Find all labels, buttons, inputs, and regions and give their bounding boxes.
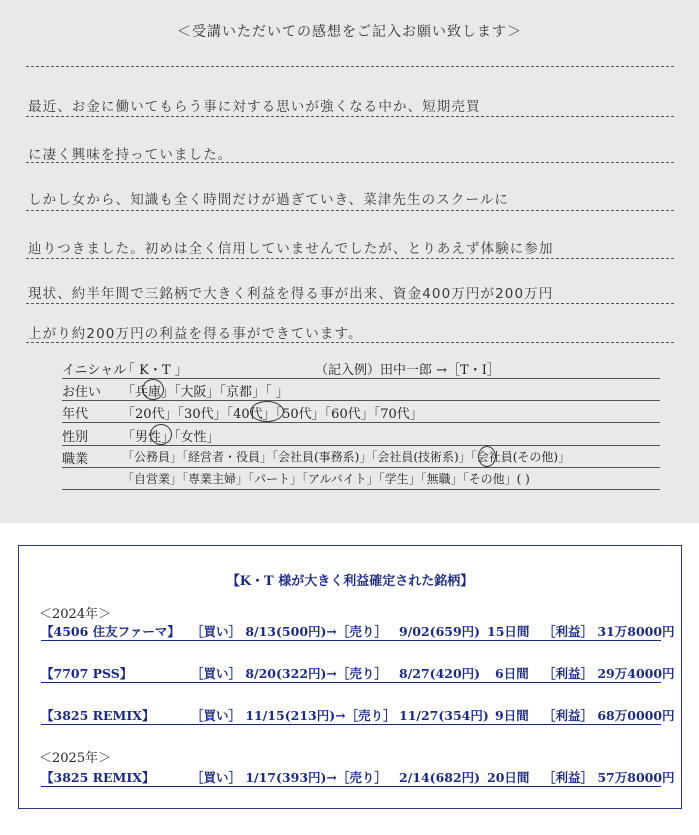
stock-name: 【4506 住友ファーマ】: [41, 624, 180, 639]
dashed-line: [26, 342, 674, 343]
initial-label: イニシャル: [62, 363, 127, 378]
handwritten-line-3: しかし女から、知識も全く時間だけが過ぎていき、菜津先生のスクールに: [28, 192, 509, 208]
initial-field: [62, 357, 660, 379]
selection-circle: [250, 401, 284, 422]
buy-info: ［買い］ 11/15(213円)→［売り］: [191, 708, 396, 723]
job-field-row2: [62, 468, 660, 490]
buy-info: ［買い］ 8/13(500円)→［売り］: [191, 624, 387, 639]
trade-results-box: [18, 545, 682, 809]
gender-field: [62, 424, 660, 446]
initial-example: （記入例）田中一郎 →［T・I］: [315, 363, 500, 378]
holding-days: 15日間: [487, 624, 530, 639]
handwritten-line-2: に凄く興味を持っていました。: [28, 147, 233, 163]
gender-options: 「男性」「女性」: [122, 430, 220, 445]
initial-value: 「 K・T 」: [122, 363, 188, 378]
buy-info: ［買い］ 8/20(322円)→［売り］: [191, 666, 387, 681]
sell-info: 11/27(354円): [399, 708, 489, 723]
selection-circle: [142, 379, 164, 400]
address-options: 「兵庫」「大阪」「京都」「 」: [122, 385, 289, 400]
dashed-line: [26, 303, 674, 304]
profit: ［利益］ 68万0000円: [543, 708, 675, 723]
dashed-line: [26, 210, 674, 211]
selection-circle: [478, 446, 496, 467]
trade-row: [41, 768, 675, 787]
job-label: 職業: [62, 452, 89, 467]
age-label: 年代: [62, 407, 89, 422]
stock-name: 【3825 REMIX】: [41, 708, 155, 723]
profit: ［利益］ 31万8000円: [543, 624, 675, 639]
stock-name: 【7707 PSS】: [41, 666, 133, 681]
job-options-2: 「自営業」「専業主婦」「パート」「アルバイト」「学生」「無職」「その他」( ): [122, 472, 530, 486]
profit: ［利益］ 57万8000円: [543, 770, 675, 785]
handwritten-line-1: 最近、お金に働いてもらう事に対する思いが強くなる中か、短期売買: [28, 99, 481, 115]
trade-row: [41, 664, 675, 683]
handwritten-line-6: 上がり約200万円の利益を得る事ができています。: [28, 326, 363, 342]
age-field: [62, 401, 660, 423]
form-title: ＜受講いただいての感想をご記入お願い致します＞: [177, 24, 522, 40]
job-field: [62, 446, 660, 468]
sell-info: 8/27(420円): [399, 666, 481, 681]
holding-days: 9日間: [495, 708, 529, 723]
year-label-2024: ＜2024年＞: [39, 607, 112, 622]
underline: [62, 489, 660, 490]
dashed-line: [26, 116, 674, 117]
holding-days: 6日間: [495, 666, 529, 681]
selection-circle: [150, 424, 172, 445]
sell-info: 2/14(682円): [399, 770, 481, 785]
handwritten-line-5: 現状、約半年間で三銘柄で大きく利益を得る事が出来、資金400万円が200万円: [28, 286, 554, 302]
job-options-1: 「公務員」「経営者・役員」「会社員(事務系)」「会社員(技術系)」「会社員(その他)」: [122, 450, 571, 464]
results-title: 【K・T 様が大きく利益確定された銘柄】: [226, 574, 474, 589]
year-label-2025: ＜2025年＞: [39, 751, 112, 766]
underline: [62, 422, 660, 423]
handwritten-line-4: 辿りつきました。初めは全く信用していませんでしたが、とりあえず体験に参加: [28, 241, 554, 257]
trade-row: [41, 622, 675, 641]
dashed-line: [26, 162, 674, 163]
sell-info: 9/02(659円): [399, 624, 481, 639]
stock-name: 【3825 REMIX】: [41, 770, 155, 785]
gender-label: 性別: [62, 430, 89, 445]
profit: ［利益］ 29万4000円: [543, 666, 675, 681]
buy-info: ［買い］ 1/17(393円)→［売り］: [191, 770, 387, 785]
address-label: お住い: [62, 385, 102, 400]
holding-days: 20日間: [487, 770, 530, 785]
dashed-line: [26, 258, 674, 259]
trade-row: [41, 706, 675, 725]
age-options: 「20代」「30代」「40代」「50代」「60代」「70代」: [122, 407, 423, 422]
address-field: [62, 379, 660, 401]
dashed-line: [26, 66, 674, 67]
